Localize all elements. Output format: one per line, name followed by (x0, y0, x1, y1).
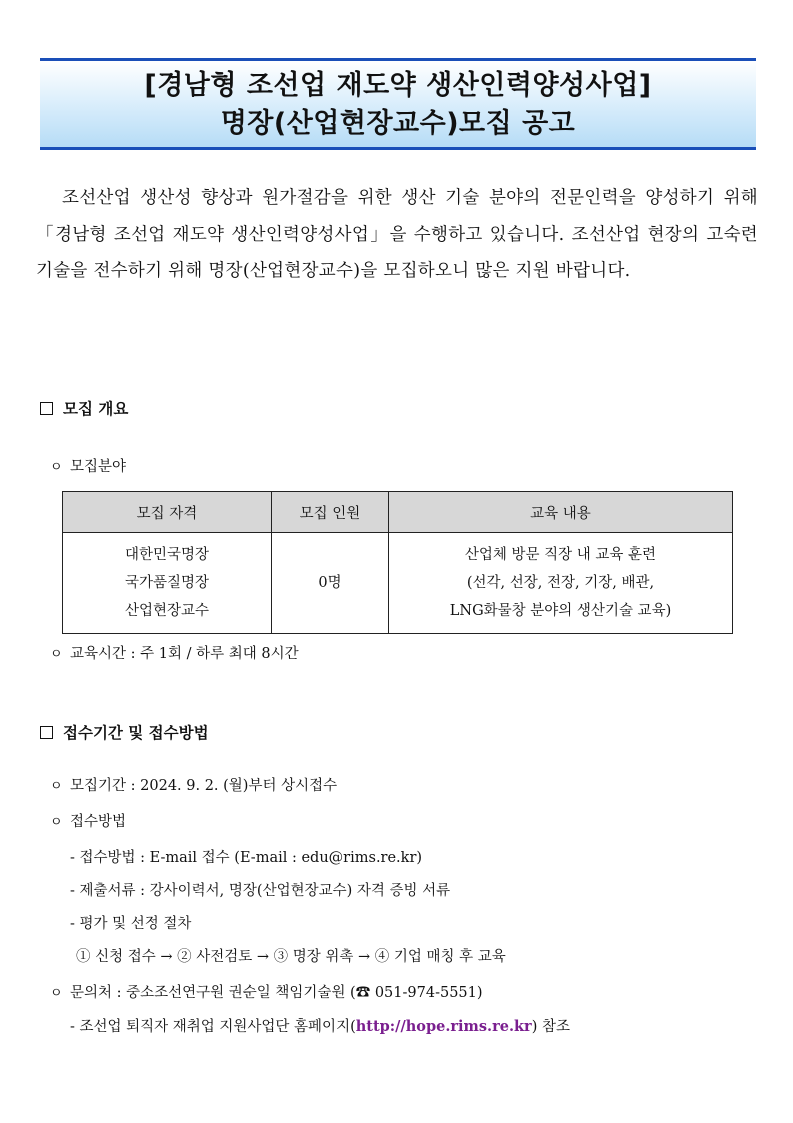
checkbox-icon (40, 402, 53, 415)
bullet-icon: ㅇ (50, 815, 63, 830)
bullet-icon: ㅇ (50, 986, 63, 1001)
table-header-row (63, 492, 733, 533)
checkbox-icon (40, 726, 53, 739)
qualification-2: 국가품질명장 (124, 575, 210, 591)
process-label: - 평가 및 선정 절차 (70, 916, 192, 932)
qualification-cell (63, 533, 272, 634)
content-cell (389, 533, 733, 634)
header-qualification: 모집 자격 (63, 492, 272, 533)
header-content: 교육 내용 (389, 492, 733, 533)
recruit-table (62, 491, 733, 634)
content-line-1: 산업체 방문 직장 내 교육 훈련 (464, 547, 657, 563)
method-label: 접수방법 (70, 814, 127, 830)
reference-suffix: ) 참조 (531, 1019, 570, 1035)
edu-time-label: 교육시간 : (70, 646, 141, 662)
qualification-3: 산업현장교수 (124, 603, 210, 619)
method-line: - 접수방법 : E-mail 접수 (E-mail : edu@rims.re.kr) (70, 850, 423, 866)
qualification-1: 대한민국명장 (124, 547, 210, 563)
section-heading: 접수기간 및 접수방법 (63, 724, 209, 742)
contact-value: 중소조선연구원 권순일 책임기술원 (☎ 051-974-5551) (126, 985, 483, 1001)
section-heading: 모집 개요 (63, 400, 129, 418)
period-label: 모집기간 : (70, 778, 141, 794)
period-line (50, 774, 337, 795)
content-line-3: LNG화물창 분야의 생산기술 교육) (449, 603, 672, 619)
field-label: 모집분야 (70, 459, 127, 475)
bullet-icon: ㅇ (50, 647, 63, 662)
section-application (40, 721, 209, 743)
content-line-2: (선각, 선장, 전장, 기장, 배관, (466, 575, 655, 591)
contact-label: 문의처 : (70, 985, 127, 1001)
bullet-icon: ㅇ (50, 460, 63, 475)
page-title-line-1: [경남형 조선업 재도약 생산인력양성사업] (144, 70, 652, 101)
edu-time-line (50, 642, 299, 663)
title-banner (40, 58, 756, 150)
header-count: 모집 인원 (272, 492, 389, 533)
reference-line (70, 1015, 570, 1036)
contact-line (50, 981, 483, 1002)
table-row (63, 533, 733, 634)
bullet-icon: ㅇ (50, 779, 63, 794)
reference-prefix: - 조선업 퇴직자 재취업 지원사업단 홈페이지( (70, 1019, 356, 1035)
count-cell: 0명 (272, 533, 389, 634)
intro-paragraph: 조선산업 생산성 향상과 원가절감을 위한 생산 기술 분야의 전문인력을 양성하기 위해 「경남형 조선업 재도약 생산인력양성사업」을 수행하고 있습니다. 조선산업 현장의 고숙련 기술을 전수하기 위해 명장(산업현장교수)을 모집하오니 많은 지원 바랍니다. (36, 188, 758, 281)
process-steps: ① 신청 접수 → ② 사전검토 → ③ 명장 위촉 → ④ 기업 매칭 후 교육 (76, 949, 506, 965)
period-value: 2024. 9. 2. (월)부터 상시접수 (140, 778, 338, 794)
page-title-line-2: 명장(산업현장교수)모집 공고 (220, 108, 576, 139)
docs-line: - 제출서류 : 강사이력서, 명장(산업현장교수) 자격 증빙 서류 (70, 883, 451, 899)
method-label-line (50, 810, 126, 831)
edu-time-value: 주 1회 / 하루 최대 8시간 (140, 646, 299, 662)
field-label-line (50, 455, 126, 476)
section-recruit-overview (40, 397, 128, 419)
homepage-link[interactable]: http://hope.rims.re.kr (355, 1018, 532, 1035)
